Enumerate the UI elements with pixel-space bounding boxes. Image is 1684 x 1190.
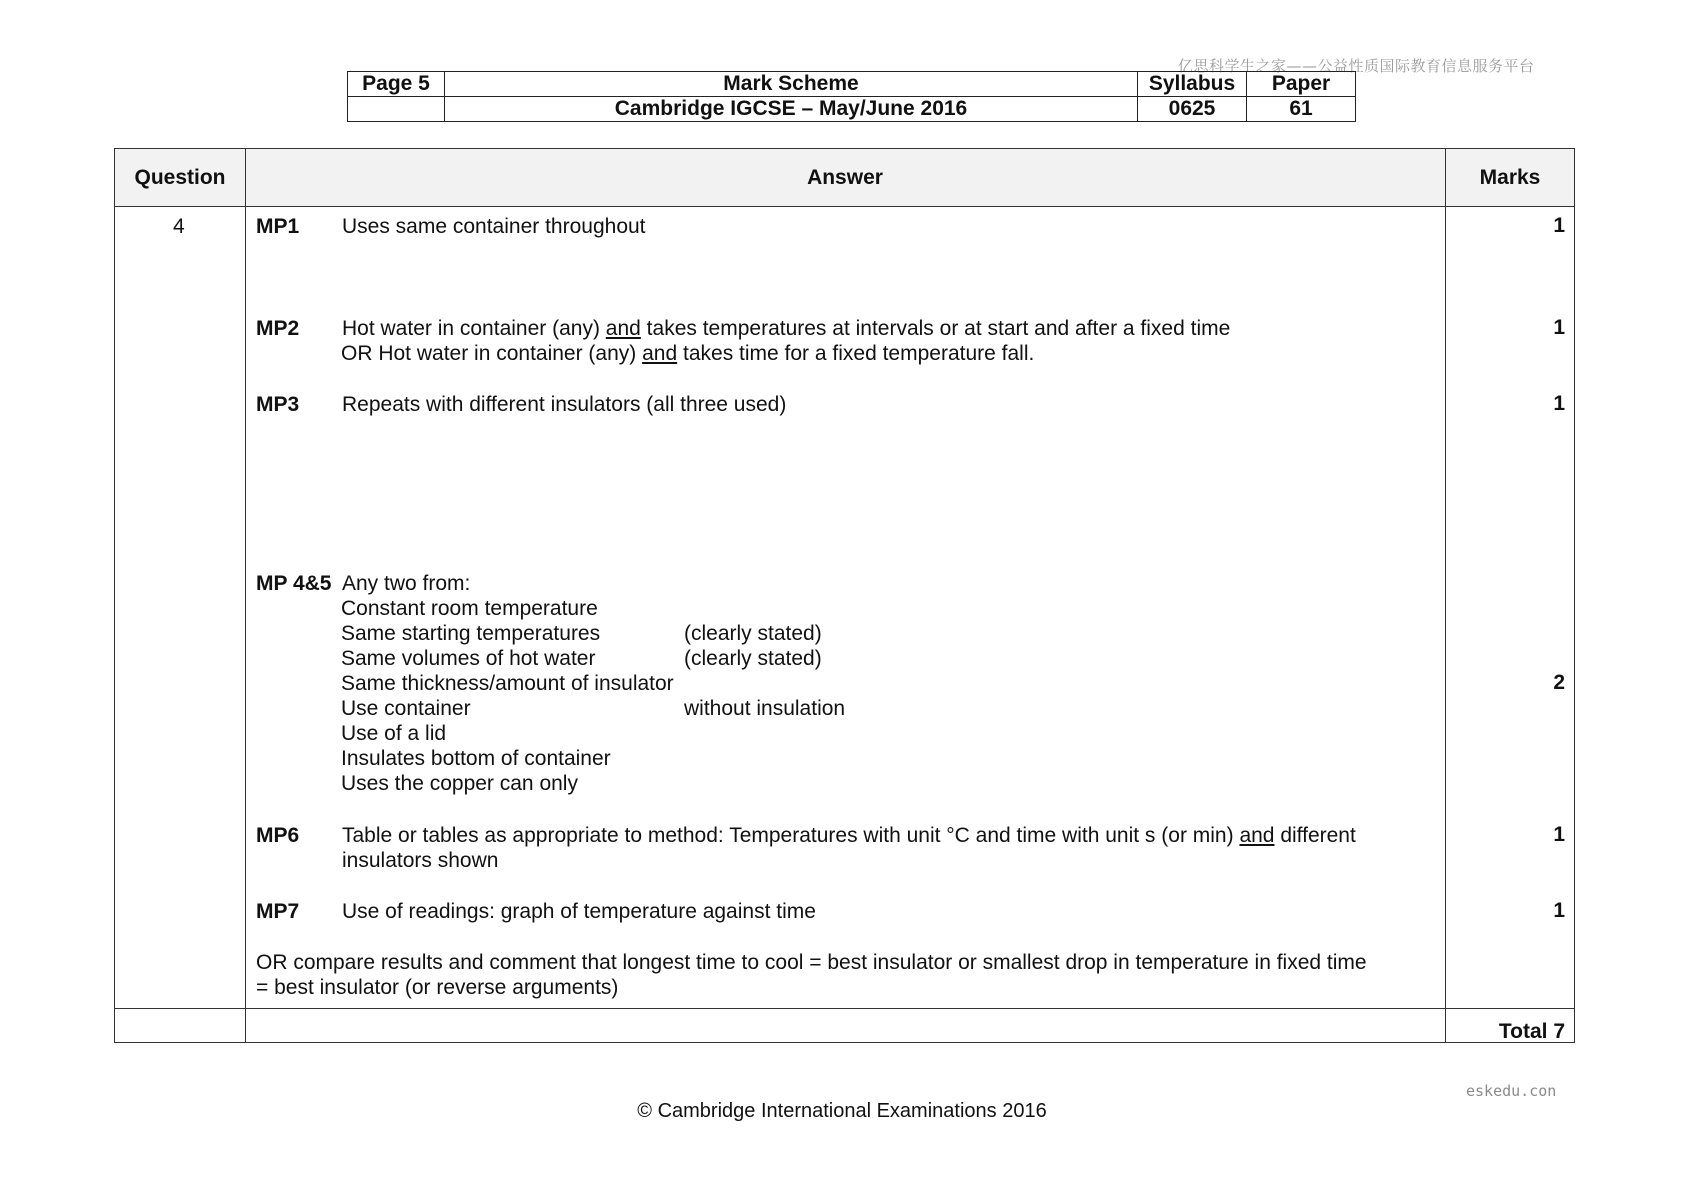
mp3-text: Repeats with different insulators (all three used)	[342, 393, 787, 416]
mp6-and: and	[1239, 824, 1275, 847]
mp45-item: Uses the copper can only	[341, 772, 578, 795]
mp45-label: MP 4&5	[256, 572, 332, 595]
mp7-mark: 1	[1553, 899, 1565, 922]
column-divider	[245, 149, 246, 1042]
row-divider	[115, 1008, 1574, 1009]
mp2-line1-b: takes temperatures at intervals or at start and after a fixed time	[640, 317, 1231, 340]
mp2-label: MP2	[256, 317, 300, 340]
header-subtitle: Cambridge IGCSE – May/June 2016	[445, 97, 1138, 122]
mp45-item: Use of a lid	[341, 722, 447, 745]
watermark-bottom: eskedu.con	[1466, 1082, 1557, 1100]
or-text-line2: = best insulator (or reverse arguments)	[256, 976, 619, 999]
footer-copyright: © Cambridge International Examinations 2016	[637, 1100, 1047, 1122]
mark-scheme-table	[114, 148, 1575, 1043]
header-paper-label: Paper	[1247, 72, 1356, 97]
mp45-note-without-insulation: without insulation	[684, 697, 846, 720]
header-blank	[348, 97, 445, 122]
mp45-mark: 2	[1553, 671, 1565, 694]
mp3-mark: 1	[1553, 392, 1565, 415]
mp7-label: MP7	[256, 900, 300, 923]
mp45-item: Same thickness/amount of insulator	[341, 672, 674, 695]
mp6-line1-a: Table or tables as appropriate to method: Temperatures with unit °C and time with unit s (or min)	[342, 824, 1240, 847]
mp6-label: MP6	[256, 824, 300, 847]
mp3-label: MP3	[256, 393, 300, 416]
question-number: 4	[173, 215, 185, 238]
header-table	[347, 71, 1356, 122]
mp1-label: MP1	[256, 215, 300, 238]
header-title: Mark Scheme	[445, 72, 1138, 97]
mp45-note-clearly-stated: (clearly stated)	[684, 622, 822, 645]
mp2-line2-b: takes time for a fixed temperature fall.	[677, 342, 1035, 365]
header-syllabus: 0625	[1138, 97, 1247, 122]
or-text-line1: OR compare results and comment that longest time to cool = best insulator or smallest drop in temperature in fixed time	[256, 951, 1367, 974]
mp2-line1	[342, 316, 1230, 341]
mp2-mark: 1	[1553, 316, 1565, 339]
mp2-and-1: and	[605, 317, 641, 340]
row-divider	[115, 206, 1574, 207]
column-divider	[1445, 149, 1446, 1042]
header-page: Page 5	[348, 72, 445, 97]
header-syllabus-label: Syllabus	[1138, 72, 1247, 97]
mp6-mark: 1	[1553, 823, 1565, 846]
mp45-item: Same starting temperatures	[341, 622, 601, 645]
mp1-text: Uses same container throughout	[342, 215, 646, 238]
mp45-intro: Any two from:	[342, 572, 471, 595]
mp7-text: Use of readings: graph of temperature against time	[342, 900, 816, 923]
header-paper: 61	[1247, 97, 1356, 122]
mp45-item: Insulates bottom of container	[341, 747, 611, 770]
mp45-item: Constant room temperature	[341, 597, 598, 620]
mp2-and-2: and	[642, 342, 678, 365]
mp6-line2: insulators shown	[342, 849, 499, 872]
mp45-item: Same volumes of hot water	[341, 647, 596, 670]
mp6-line1	[342, 823, 1356, 848]
watermark-top: 亿思科学生之家——公益性质国际教育信息服务平台	[1178, 57, 1535, 75]
column-header-question: Question	[134, 166, 226, 189]
mp2-line2	[341, 341, 1034, 366]
column-header-marks: Marks	[1479, 166, 1541, 189]
column-header-answer: Answer	[807, 166, 883, 189]
total-marks: Total 7	[1498, 1020, 1565, 1043]
mp6-line1-b: different	[1274, 824, 1356, 847]
mp45-item: Use container	[341, 697, 471, 720]
mp2-line1-a: Hot water in container (any)	[342, 317, 606, 340]
mp2-line2-a: OR Hot water in container (any)	[341, 342, 643, 365]
mp1-mark: 1	[1553, 214, 1565, 237]
mp45-note-clearly-stated: (clearly stated)	[684, 647, 822, 670]
